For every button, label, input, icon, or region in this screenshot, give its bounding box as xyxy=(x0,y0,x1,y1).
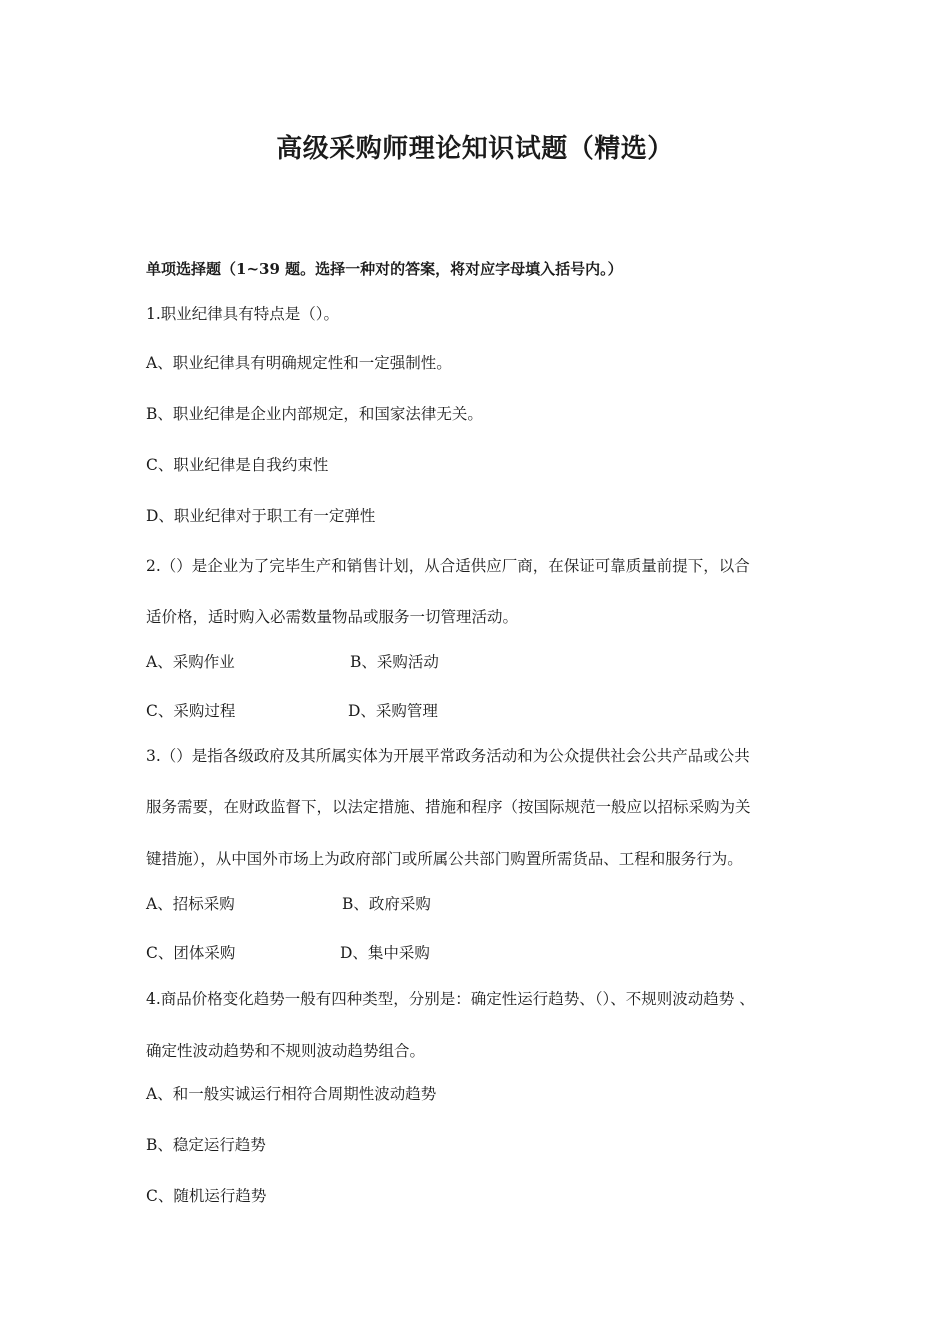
question-1-option-a: A、职业纪律具有明确规定性和一定强制性。 xyxy=(146,354,452,372)
question-4-option-c: C、随机运行趋势 xyxy=(146,1187,267,1205)
question-3-option-d: D、集中采购 xyxy=(340,944,430,962)
section-heading: 单项选择题（1~39 题。选择一种对的答案，将对应字母填入括号内。） xyxy=(146,260,623,278)
question-1-option-d: D、职业纪律对于职工有一定弹性 xyxy=(146,507,376,525)
question-4-stem-line-2: 确定性波动趋势和不规则波动趋势组合。 xyxy=(146,1042,426,1060)
question-1-option-c: C、职业纪律是自我约束性 xyxy=(146,456,329,474)
question-2-option-a: A、采购作业 xyxy=(146,653,235,671)
question-2-option-c: C、采购过程 xyxy=(146,702,236,720)
question-2-stem-line-2: 适价格，适时购入必需数量物品或服务一切管理活动。 xyxy=(146,608,519,626)
question-3-stem-line-3: 键措施），从中国外市场上为政府部门或所属公共部门购置所需货品、工程和服务行为。 xyxy=(146,850,743,868)
question-3-option-a: A、招标采购 xyxy=(146,895,235,913)
question-1-stem: 1.职业纪律具有特点是（）。 xyxy=(146,305,340,323)
question-2-option-d: D、采购管理 xyxy=(348,702,438,720)
question-1-option-b: B、职业纪律是企业内部规定，和国家法律无关。 xyxy=(146,405,483,423)
question-3-stem-line-1: 3.（）是指各级政府及其所属实体为开展平常政务活动和为公众提供社会公共产品或公共 xyxy=(146,747,750,765)
page-title: 高级采购师理论知识试题（精选） xyxy=(276,134,674,164)
question-3-stem-line-2: 服务需要，在财政监督下，以法定措施、措施和程序（按国际规范一般应以招标采购为关 xyxy=(146,798,751,816)
question-2-option-b: B、采购活动 xyxy=(350,653,439,671)
question-3-option-c: C、团体采购 xyxy=(146,944,236,962)
question-4-option-b: B、稳定运行趋势 xyxy=(146,1136,266,1154)
question-4-stem-line-1: 4.商品价格变化趋势一般有四种类型，分别是：确定性运行趋势、（）、不规则波动趋势 、 xyxy=(146,990,755,1008)
question-3-option-b: B、政府采购 xyxy=(342,895,431,913)
question-2-stem-line-1: 2.（）是企业为了完毕生产和销售计划，从合适供应厂商，在保证可靠质量前提下，以合 xyxy=(146,557,750,575)
question-4-option-a: A、和一般实诚运行相符合周期性波动趋势 xyxy=(146,1085,437,1103)
